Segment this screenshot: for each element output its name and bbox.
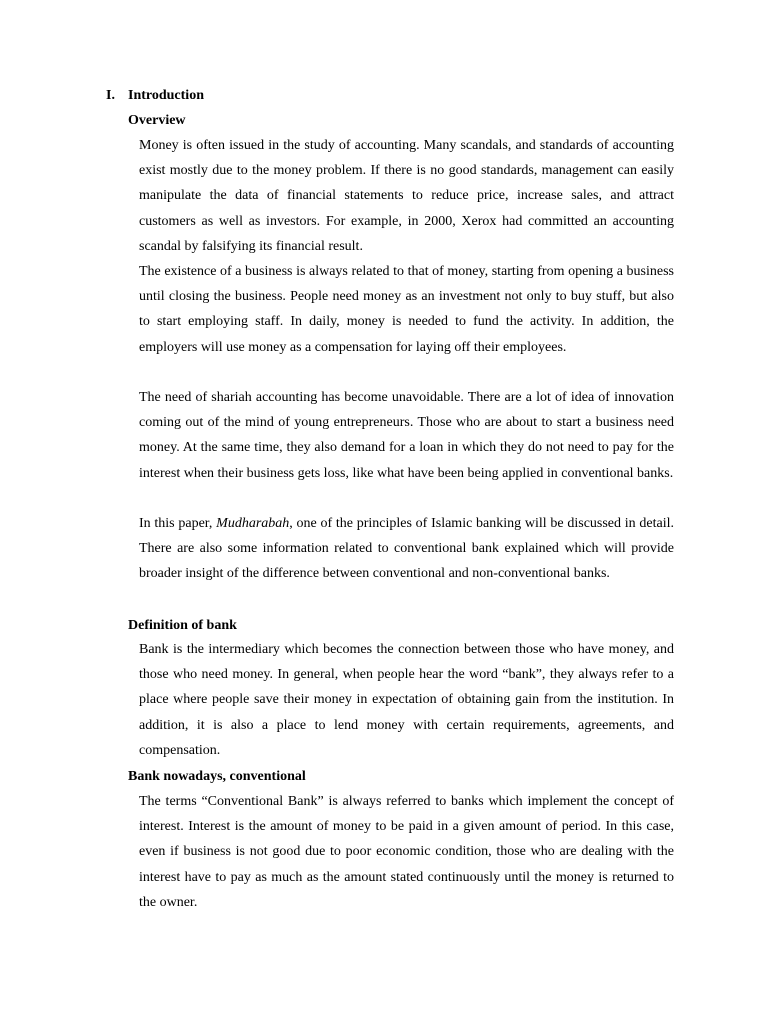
conventional-paragraph-text: The terms “Conventional Bank” is always referred to banks which implement the concept of interest. Interest is the amount of money to be paid in a given amount of period. In this case, even if business is not good due to poor economic condition, those who are dealing with the interest have to pay as much as the amount stated continuously until the money is returned to the owner. xyxy=(139,794,674,910)
overview-paragraph-4 xyxy=(139,511,674,587)
section-heading xyxy=(106,87,204,105)
section-number: I. xyxy=(106,88,115,103)
overview-paragraph-2 xyxy=(139,259,674,360)
mudharabah-term: Mudharabah xyxy=(216,516,290,531)
conventional-paragraph xyxy=(139,789,674,915)
paragraph-4-intro: In this paper, xyxy=(139,516,217,531)
paragraph-4-rest: , one of the principles of Islamic banking will be discussed in detail. There are also some information related to conventional bank explained which will provide broader insight of the difference between conventional and non-conventional banks. xyxy=(139,516,674,582)
overview-paragraph-3-text: The need of shariah accounting has become unavoidable. There are a lot of idea of innovation coming out of the mind of young entrepreneurs. Those who are about to start a business need money. At the same time, they also demand for a loan in which they do not need to pay for the interest when their business gets loss, like what have been being applied in conventional banks. xyxy=(139,390,674,481)
overview-paragraph-1-text: Money is often issued in the study of accounting. Many scandals, and standards of accounting exist mostly due to the money problem. If there is no good standards, management can easily manipulate the data of financial statements to reduce price, increase sales, and attract customers as well as investors. For example, in 2000, Xerox had committed an accounting scandal by falsifying its financial result. xyxy=(139,138,674,254)
overview-paragraph-1 xyxy=(139,133,674,259)
section-title: Introduction xyxy=(128,88,204,103)
overview-paragraph-4-text xyxy=(139,511,674,587)
conventional-heading: Bank nowadays, conventional xyxy=(128,769,306,784)
overview-heading: Overview xyxy=(128,113,186,128)
definition-paragraph xyxy=(139,637,674,763)
overview-paragraph-2-text: The existence of a business is always related to that of money, starting from opening a business until closing the business. People need money as an investment not only to buy stuff, but also to start employing staff. In daily, money is needed to fund the activity. In addition, the employers will use money as a compensation for laying off their employees. xyxy=(139,264,674,355)
overview-paragraph-3 xyxy=(139,385,674,486)
definition-paragraph-text: Bank is the intermediary which becomes the connection between those who have money, and those who need money. In general, when people hear the word “bank”, they always refer to a place where people save their money in expectation of obtaining gain from the institution. In addition, it is also a place to lend money with certain requirements, agreements, and compensation. xyxy=(139,642,674,758)
definition-heading: Definition of bank xyxy=(128,618,237,633)
